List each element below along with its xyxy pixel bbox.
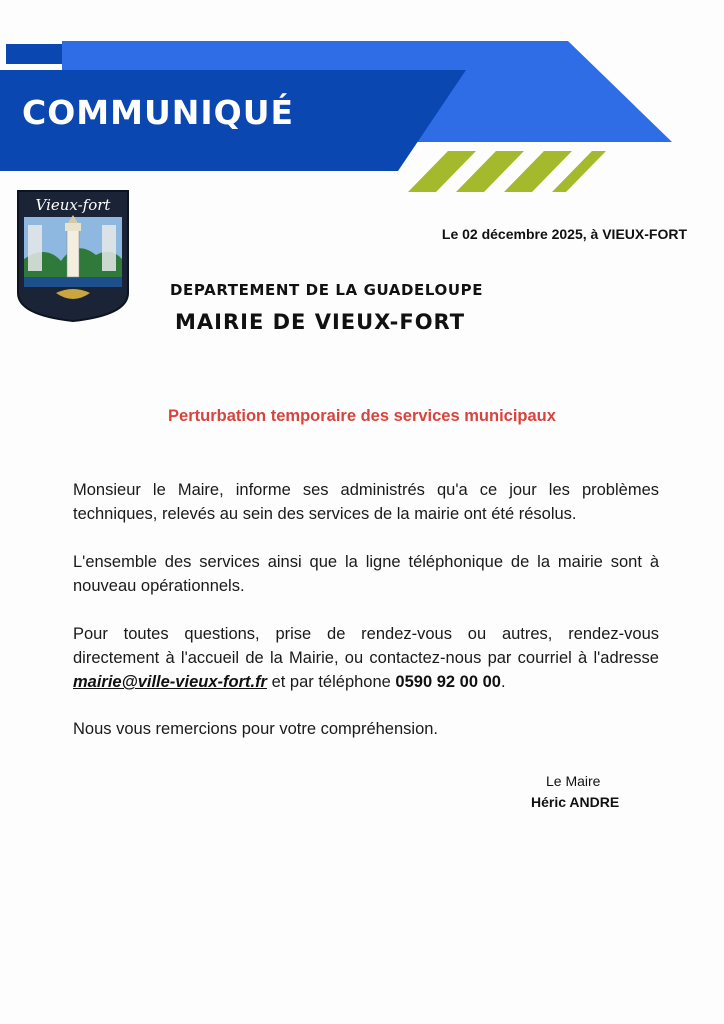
banner-small-tab bbox=[6, 44, 62, 64]
paragraph-3-end: . bbox=[500, 673, 506, 691]
body-paragraph-4: Nous vous remercions pour votre compréhension. bbox=[73, 720, 439, 738]
signature-name: Héric ANDRE bbox=[531, 794, 620, 810]
mairie-heading: MAIRIE DE VIEUX-FORT bbox=[175, 310, 466, 334]
vieux-fort-coat-of-arms bbox=[16, 189, 130, 323]
body-paragraph-3 bbox=[73, 622, 659, 694]
signature-role: Le Maire bbox=[546, 773, 601, 789]
body-paragraph-1: Monsieur le Maire, informe ses administrés qu'a ce jour les problèmes techniques, relevés au sein des services de la mairie ont été résolus. bbox=[73, 481, 659, 523]
paragraph-3-text: Pour toutes questions, prise de rendez-vous ou autres, rendez-vous directement à l'accueil de la Mairie, ou contactez-nous par courriel à l'adresse bbox=[73, 625, 659, 667]
body-paragraph-2: L'ensemble des services ainsi que la ligne téléphonique de la mairie sont à nouveau opérationnels. bbox=[73, 553, 659, 595]
communique-title: COMMUNIQUÉ bbox=[22, 93, 295, 132]
department-heading: DEPARTEMENT DE LA GUADELOUPE bbox=[170, 281, 484, 299]
crest-label: Vieux-fort bbox=[35, 196, 111, 214]
subject-line: Perturbation temporaire des services municipaux bbox=[168, 407, 556, 425]
date-line: Le 02 décembre 2025, à VIEUX-FORT bbox=[441, 226, 687, 242]
paragraph-3-mid: et par téléphone bbox=[266, 673, 396, 691]
phone-number: 0590 92 00 00 bbox=[395, 673, 501, 691]
email-link[interactable]: mairie@ville-vieux-fort.fr bbox=[73, 673, 267, 691]
